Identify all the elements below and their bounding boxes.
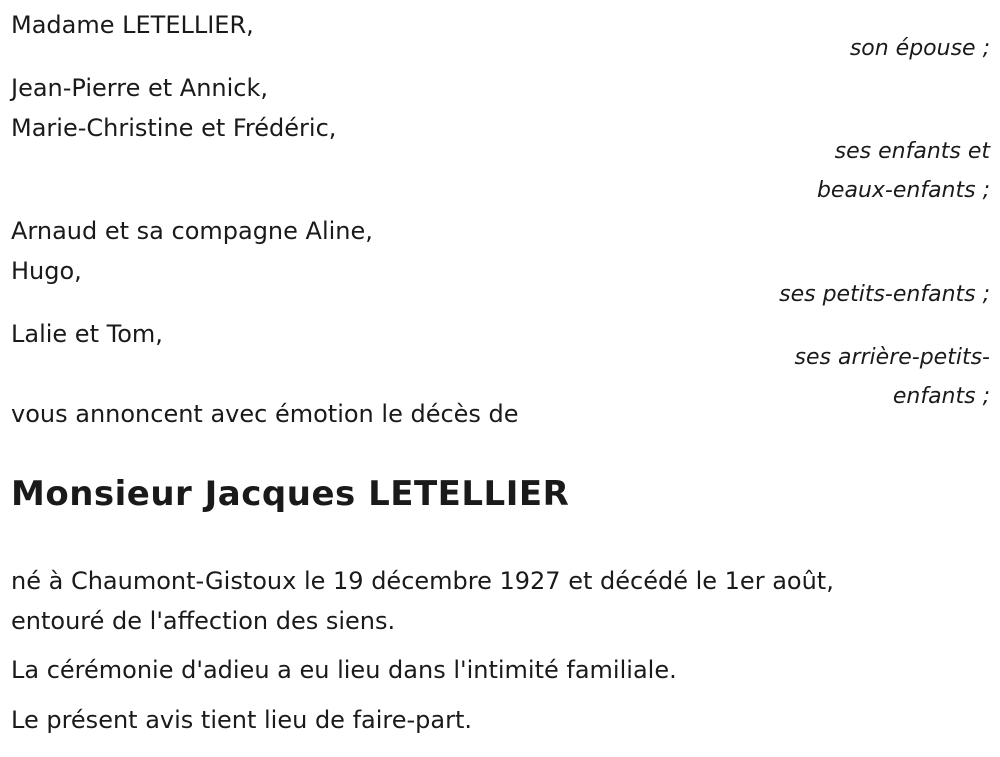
announcement-intro: vous annoncent avec émotion le décès de	[11, 400, 519, 428]
great-grandchildren-role-line-2: enfants ;	[892, 384, 990, 409]
grandchildren-role: ses petits-enfants ;	[779, 282, 990, 307]
children-role-line-1: ses enfants et	[834, 139, 990, 164]
children-line-1: Jean-Pierre et Annick,	[11, 74, 269, 102]
notice-text: Le présent avis tient lieu de faire-part.	[11, 706, 473, 734]
birth-death-line-1: né à Chaumont-Gistoux le 19 décembre 1927 et décédé le 1er août,	[11, 567, 834, 595]
birth-death-line-2: entouré de l'affection des siens.	[11, 607, 396, 635]
spouse-role: son épouse ;	[849, 36, 990, 61]
great-grandchildren-line: Lalie et Tom,	[11, 320, 163, 348]
children-role-line-2: beaux-enfants ;	[816, 178, 990, 203]
deceased-name: Monsieur Jacques LETELLIER	[11, 474, 570, 514]
great-grandchildren-role-line-1: ses arrière-petits-	[794, 345, 990, 370]
grandchildren-line-1: Arnaud et sa compagne Aline,	[11, 217, 373, 245]
spouse-name: Madame LETELLIER,	[11, 11, 254, 39]
ceremony-text: La cérémonie d'adieu a eu lieu dans l'intimité familiale.	[11, 656, 677, 684]
children-line-2: Marie-Christine et Frédéric,	[11, 114, 337, 142]
grandchildren-line-2: Hugo,	[11, 257, 82, 285]
